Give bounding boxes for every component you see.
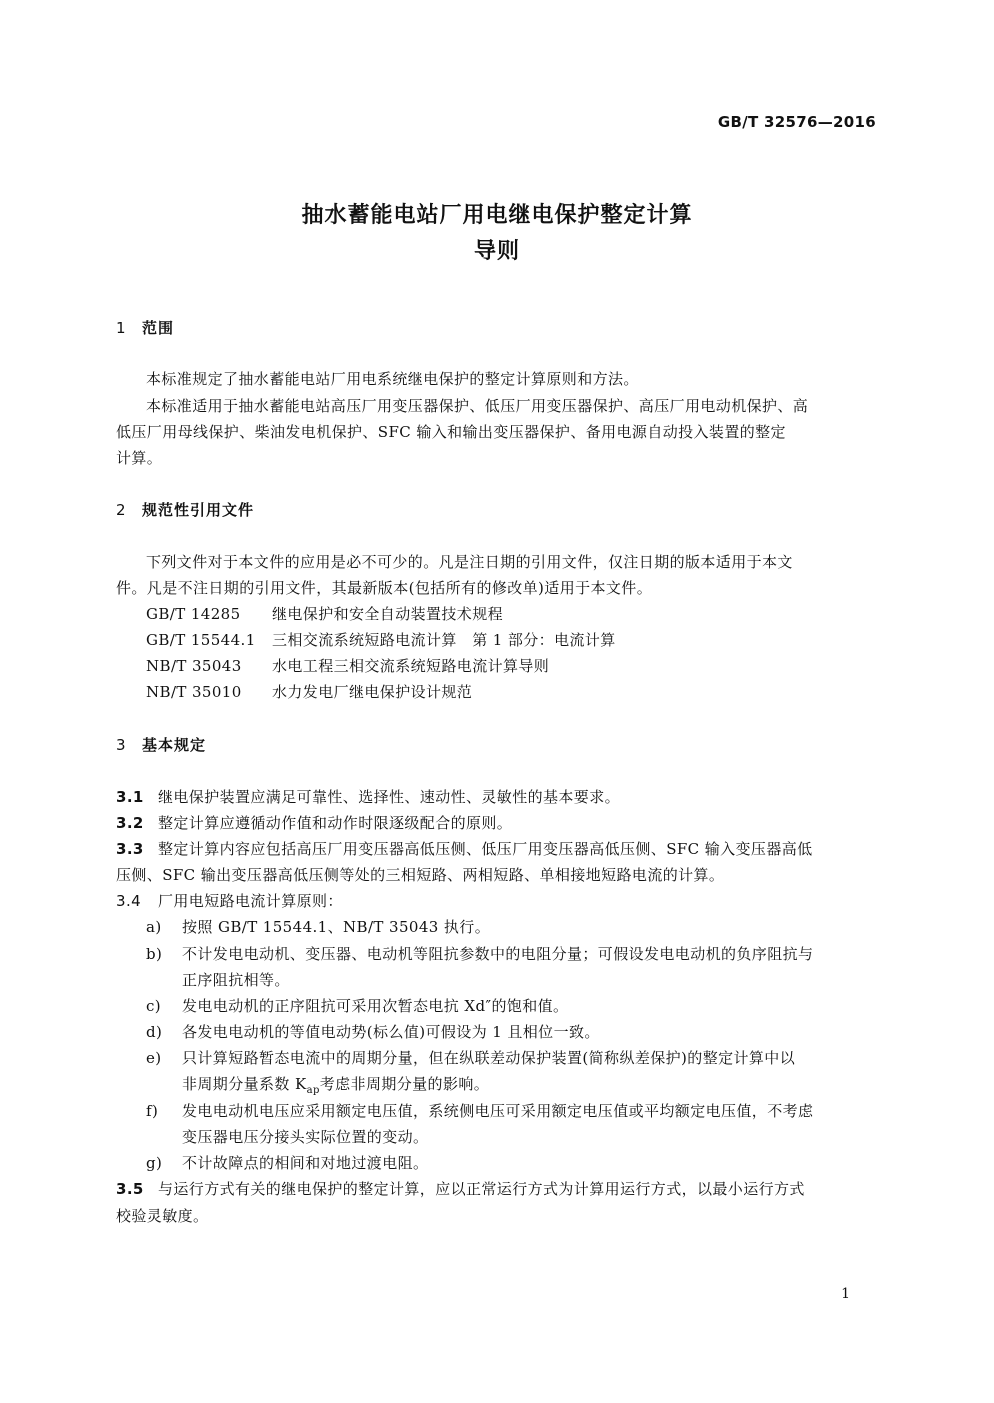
clause-3-1 <box>116 786 620 807</box>
reference-item <box>146 655 549 676</box>
paragraph: 本标准规定了抽水蓄能电站厂用电系统继电保护的整定计算原则和方法。 <box>146 370 639 388</box>
item-continuation: 正序阻抗相等。 <box>182 971 290 989</box>
list-item-b <box>146 943 813 964</box>
clause-text: 与运行方式有关的继电保护的整定计算，应以正常运行方式为计算用运行方式，以最小运行方式 <box>158 1180 805 1198</box>
item-text: 发电电动机的正序阻抗可采用次暂态电抗 Xd″的饱和值。 <box>182 997 569 1015</box>
list-item-f <box>146 1100 813 1121</box>
section-number: 2 <box>116 501 127 519</box>
reference-code: NB/T 35010 <box>146 683 242 701</box>
item-text: 按照 GB/T 15544.1、NB/T 35043 执行。 <box>182 918 491 936</box>
item-continuation <box>182 1073 489 1096</box>
paragraph: 下列文件对于本文件的应用是必不可少的。凡是注日期的引用文件，仅注日期的版本适用于本文 <box>146 553 793 571</box>
item-continuation: 变压器电压分接头实际位置的变动。 <box>182 1128 429 1146</box>
item-marker: g) <box>146 1154 163 1172</box>
item-text: 不计故障点的相间和对地过渡电阻。 <box>182 1154 429 1172</box>
clause-3-4 <box>116 890 343 911</box>
clause-number: 3.4 <box>116 892 142 910</box>
section-1-heading <box>116 317 174 338</box>
item-text-part: 考虑非周期分量的影响。 <box>319 1075 490 1093</box>
list-item-d <box>146 1021 600 1042</box>
reference-code: GB/T 15544.1 <box>146 631 256 649</box>
item-text: 只计算短路暂态电流中的周期分量，但在纵联差动保护装置(简称纵差保护)的整定计算中以 <box>182 1049 796 1067</box>
section-title: 范围 <box>142 319 175 337</box>
page-number: 1 <box>841 1286 850 1302</box>
reference-code: NB/T 35043 <box>146 657 242 675</box>
list-item-e <box>146 1047 795 1068</box>
clause-number: 3.5 <box>116 1180 144 1198</box>
item-marker: a) <box>146 918 162 936</box>
clause-3-5 <box>116 1178 805 1199</box>
item-marker: f) <box>146 1102 159 1120</box>
list-item-a <box>146 916 490 937</box>
subscript: ap <box>306 1085 320 1096</box>
item-marker: e) <box>146 1049 162 1067</box>
item-text: 发电电动机电压应采用额定电压值，系统侧电压可采用额定电压值或平均额定电压值，不考虑 <box>182 1102 814 1120</box>
item-marker: c) <box>146 997 162 1015</box>
clause-number: 3.2 <box>116 814 144 832</box>
section-title: 规范性引用文件 <box>142 501 255 519</box>
clause-text: 继电保护装置应满足可靠性、选择性、速动性、灵敏性的基本要求。 <box>158 788 621 806</box>
paragraph-continuation: 计算。 <box>116 449 163 467</box>
reference-item <box>146 681 472 702</box>
section-number: 1 <box>116 319 127 337</box>
clause-3-2 <box>116 812 512 833</box>
item-text-part: 非周期分量系数 K <box>182 1075 307 1093</box>
clause-text: 厂用电短路电流计算原则： <box>158 892 343 910</box>
section-title: 基本规定 <box>142 736 207 754</box>
section-2-heading <box>116 499 254 520</box>
section-number: 3 <box>116 736 127 754</box>
reference-name: 水力发电厂继电保护设计规范 <box>272 683 473 701</box>
document-title: 抽水蓄能电站厂用电继电保护整定计算 <box>301 203 693 228</box>
clause-continuation: 校验灵敏度。 <box>116 1207 209 1225</box>
clause-3-3 <box>116 838 813 859</box>
reference-code: GB/T 14285 <box>146 605 241 623</box>
clause-number: 3.1 <box>116 788 144 806</box>
document-title-line2: 导则 <box>473 239 520 264</box>
list-item-c <box>146 995 568 1016</box>
standard-code: GB/T 32576—2016 <box>717 113 876 131</box>
paragraph: 本标准适用于抽水蓄能电站高压厂用变压器保护、低压厂用变压器保护、高压厂用电动机保护、高 <box>146 397 809 415</box>
clause-text: 整定计算应遵循动作值和动作时限逐级配合的原则。 <box>158 814 513 832</box>
reference-item <box>146 603 503 624</box>
item-marker: d) <box>146 1023 163 1041</box>
list-item-g <box>146 1152 428 1173</box>
clause-number: 3.3 <box>116 840 144 858</box>
reference-name: 水电工程三相交流系统短路电流计算导则 <box>272 657 550 675</box>
clause-text: 整定计算内容应包括高压厂用变压器高低压侧、低压厂用变压器高低压侧、SFC 输入变压器高低 <box>158 840 813 858</box>
section-3-heading <box>116 734 206 755</box>
item-marker: b) <box>146 945 163 963</box>
reference-name: 三相交流系统短路电流计算 第 1 部分：电流计算 <box>272 631 616 649</box>
item-text: 各发电电动机的等值电动势(标么值)可假设为 1 且相位一致。 <box>182 1023 600 1041</box>
reference-name: 继电保护和安全自动装置技术规程 <box>272 605 504 623</box>
clause-continuation: 压侧、SFC 输出变压器高低压侧等处的三相短路、两相短路、单相接地短路电流的计算。 <box>116 866 725 884</box>
item-text: 不计发电电动机、变压器、电动机等阻抗参数中的电阻分量；可假设发电电动机的负序阻抗与 <box>182 945 814 963</box>
paragraph-continuation: 件。凡是不注日期的引用文件，其最新版本(包括所有的修改单)适用于本文件。 <box>116 579 653 597</box>
paragraph-continuation: 低压厂用母线保护、柴油发电机保护、SFC 输入和输出变压器保护、备用电源自动投入装置的整定 <box>116 423 786 441</box>
reference-item <box>146 629 616 650</box>
